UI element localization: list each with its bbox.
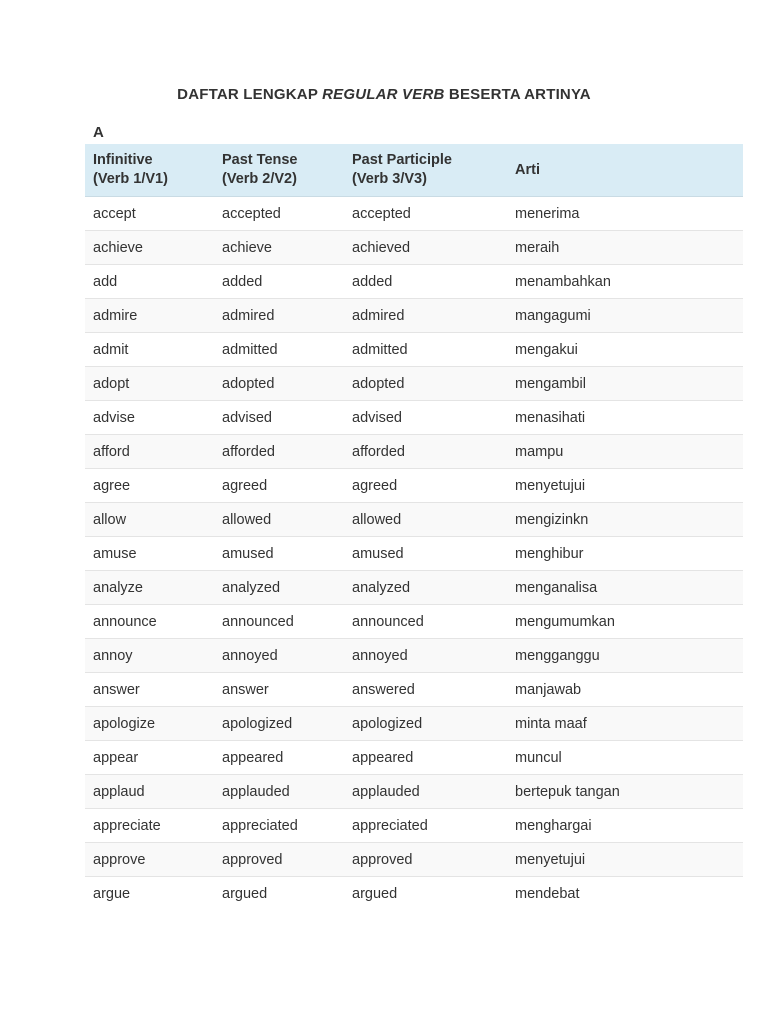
cell-past-participle: achieved: [344, 231, 507, 265]
cell-arti: mengizinkn: [507, 503, 743, 537]
cell-past-tense: added: [214, 265, 344, 299]
header-past-tense-line1: Past Tense: [222, 152, 298, 168]
cell-infinitive: admit: [85, 333, 214, 367]
table-row: [85, 571, 743, 605]
header-infinitive-line1: Infinitive: [93, 152, 153, 168]
cell-past-participle: adopted: [344, 367, 507, 401]
cell-infinitive: answer: [85, 673, 214, 707]
cell-infinitive: adopt: [85, 367, 214, 401]
cell-infinitive: achieve: [85, 231, 214, 265]
cell-past-participle: announced: [344, 605, 507, 639]
table-row: [85, 367, 743, 401]
cell-arti: mendebat: [507, 877, 743, 911]
cell-arti: mengambil: [507, 367, 743, 401]
cell-past-tense: approved: [214, 843, 344, 877]
cell-past-tense: amused: [214, 537, 344, 571]
header-infinitive-line2: (Verb 1/V1): [93, 171, 168, 187]
cell-past-tense: analyzed: [214, 571, 344, 605]
table-row: [85, 503, 743, 537]
cell-past-tense: advised: [214, 401, 344, 435]
table-row: [85, 673, 743, 707]
header-infinitive: [85, 144, 214, 197]
cell-past-tense: appreciated: [214, 809, 344, 843]
cell-past-tense: apologized: [214, 707, 344, 741]
cell-past-tense: applauded: [214, 775, 344, 809]
cell-past-tense: argued: [214, 877, 344, 911]
table-row: [85, 775, 743, 809]
cell-infinitive: admire: [85, 299, 214, 333]
table-row: [85, 265, 743, 299]
cell-arti: menghargai: [507, 809, 743, 843]
cell-infinitive: advise: [85, 401, 214, 435]
table-row: [85, 197, 743, 231]
cell-arti: muncul: [507, 741, 743, 775]
table-row: [85, 843, 743, 877]
header-past-participle: [344, 144, 507, 197]
table-row: [85, 877, 743, 911]
cell-past-participle: appeared: [344, 741, 507, 775]
table-row: [85, 401, 743, 435]
cell-past-tense: admitted: [214, 333, 344, 367]
cell-arti: manjawab: [507, 673, 743, 707]
cell-past-participle: annoyed: [344, 639, 507, 673]
cell-infinitive: appreciate: [85, 809, 214, 843]
cell-infinitive: annoy: [85, 639, 214, 673]
cell-past-tense: agreed: [214, 469, 344, 503]
cell-infinitive: argue: [85, 877, 214, 911]
cell-past-participle: agreed: [344, 469, 507, 503]
cell-infinitive: announce: [85, 605, 214, 639]
title-part-3: BESERTA ARTINYA: [448, 86, 591, 103]
table-header: [85, 144, 743, 197]
cell-arti: menghibur: [507, 537, 743, 571]
cell-past-participle: amused: [344, 537, 507, 571]
table-body: [85, 197, 743, 911]
cell-arti: mangagumi: [507, 299, 743, 333]
table-row: [85, 809, 743, 843]
cell-arti: minta maaf: [507, 707, 743, 741]
table-row: [85, 299, 743, 333]
cell-arti: menyetujui: [507, 469, 743, 503]
header-arti-label: Arti: [515, 161, 540, 178]
cell-past-tense: admired: [214, 299, 344, 333]
page-title: [0, 86, 768, 103]
table-row: [85, 537, 743, 571]
header-arti: [507, 144, 743, 197]
cell-past-participle: admired: [344, 299, 507, 333]
cell-arti: mengakui: [507, 333, 743, 367]
cell-arti: mengumumkan: [507, 605, 743, 639]
table-row: [85, 639, 743, 673]
cell-past-participle: admitted: [344, 333, 507, 367]
cell-infinitive: allow: [85, 503, 214, 537]
table-row: [85, 741, 743, 775]
cell-arti: bertepuk tangan: [507, 775, 743, 809]
cell-infinitive: analyze: [85, 571, 214, 605]
cell-past-participle: appreciated: [344, 809, 507, 843]
title-part-1: DAFTAR LENGKAP: [177, 86, 318, 103]
cell-infinitive: amuse: [85, 537, 214, 571]
cell-past-tense: afforded: [214, 435, 344, 469]
cell-past-participle: afforded: [344, 435, 507, 469]
cell-arti: meraih: [507, 231, 743, 265]
cell-past-tense: adopted: [214, 367, 344, 401]
table-row: [85, 469, 743, 503]
cell-arti: menyetujui: [507, 843, 743, 877]
table-row: [85, 231, 743, 265]
verb-table: [85, 144, 743, 910]
cell-past-tense: accepted: [214, 197, 344, 231]
table-row: [85, 333, 743, 367]
cell-arti: menasihati: [507, 401, 743, 435]
header-past-participle-line2: (Verb 3/V3): [352, 171, 427, 187]
cell-arti: menambahkan: [507, 265, 743, 299]
cell-infinitive: apologize: [85, 707, 214, 741]
cell-past-tense: annoyed: [214, 639, 344, 673]
cell-past-tense: announced: [214, 605, 344, 639]
cell-infinitive: applaud: [85, 775, 214, 809]
cell-past-participle: applauded: [344, 775, 507, 809]
cell-infinitive: add: [85, 265, 214, 299]
cell-arti: mengganggu: [507, 639, 743, 673]
cell-infinitive: agree: [85, 469, 214, 503]
cell-past-participle: apologized: [344, 707, 507, 741]
title-part-2-italic: REGULAR VERB: [322, 86, 445, 103]
cell-past-participle: allowed: [344, 503, 507, 537]
table-row: [85, 435, 743, 469]
cell-past-tense: achieve: [214, 231, 344, 265]
header-past-tense-line2: (Verb 2/V2): [222, 171, 297, 187]
cell-past-participle: analyzed: [344, 571, 507, 605]
cell-infinitive: afford: [85, 435, 214, 469]
cell-past-participle: accepted: [344, 197, 507, 231]
table-row: [85, 707, 743, 741]
cell-infinitive: accept: [85, 197, 214, 231]
header-row: [85, 144, 743, 197]
section-letter: A: [93, 124, 104, 141]
cell-past-participle: advised: [344, 401, 507, 435]
cell-past-participle: approved: [344, 843, 507, 877]
cell-arti: menerima: [507, 197, 743, 231]
cell-past-participle: added: [344, 265, 507, 299]
cell-past-tense: allowed: [214, 503, 344, 537]
cell-past-tense: appeared: [214, 741, 344, 775]
table-row: [85, 605, 743, 639]
cell-past-participle: argued: [344, 877, 507, 911]
cell-arti: menganalisa: [507, 571, 743, 605]
cell-arti: mampu: [507, 435, 743, 469]
header-past-participle-line1: Past Participle: [352, 152, 452, 168]
cell-infinitive: appear: [85, 741, 214, 775]
cell-past-tense: answer: [214, 673, 344, 707]
cell-past-participle: answered: [344, 673, 507, 707]
header-past-tense: [214, 144, 344, 197]
cell-infinitive: approve: [85, 843, 214, 877]
